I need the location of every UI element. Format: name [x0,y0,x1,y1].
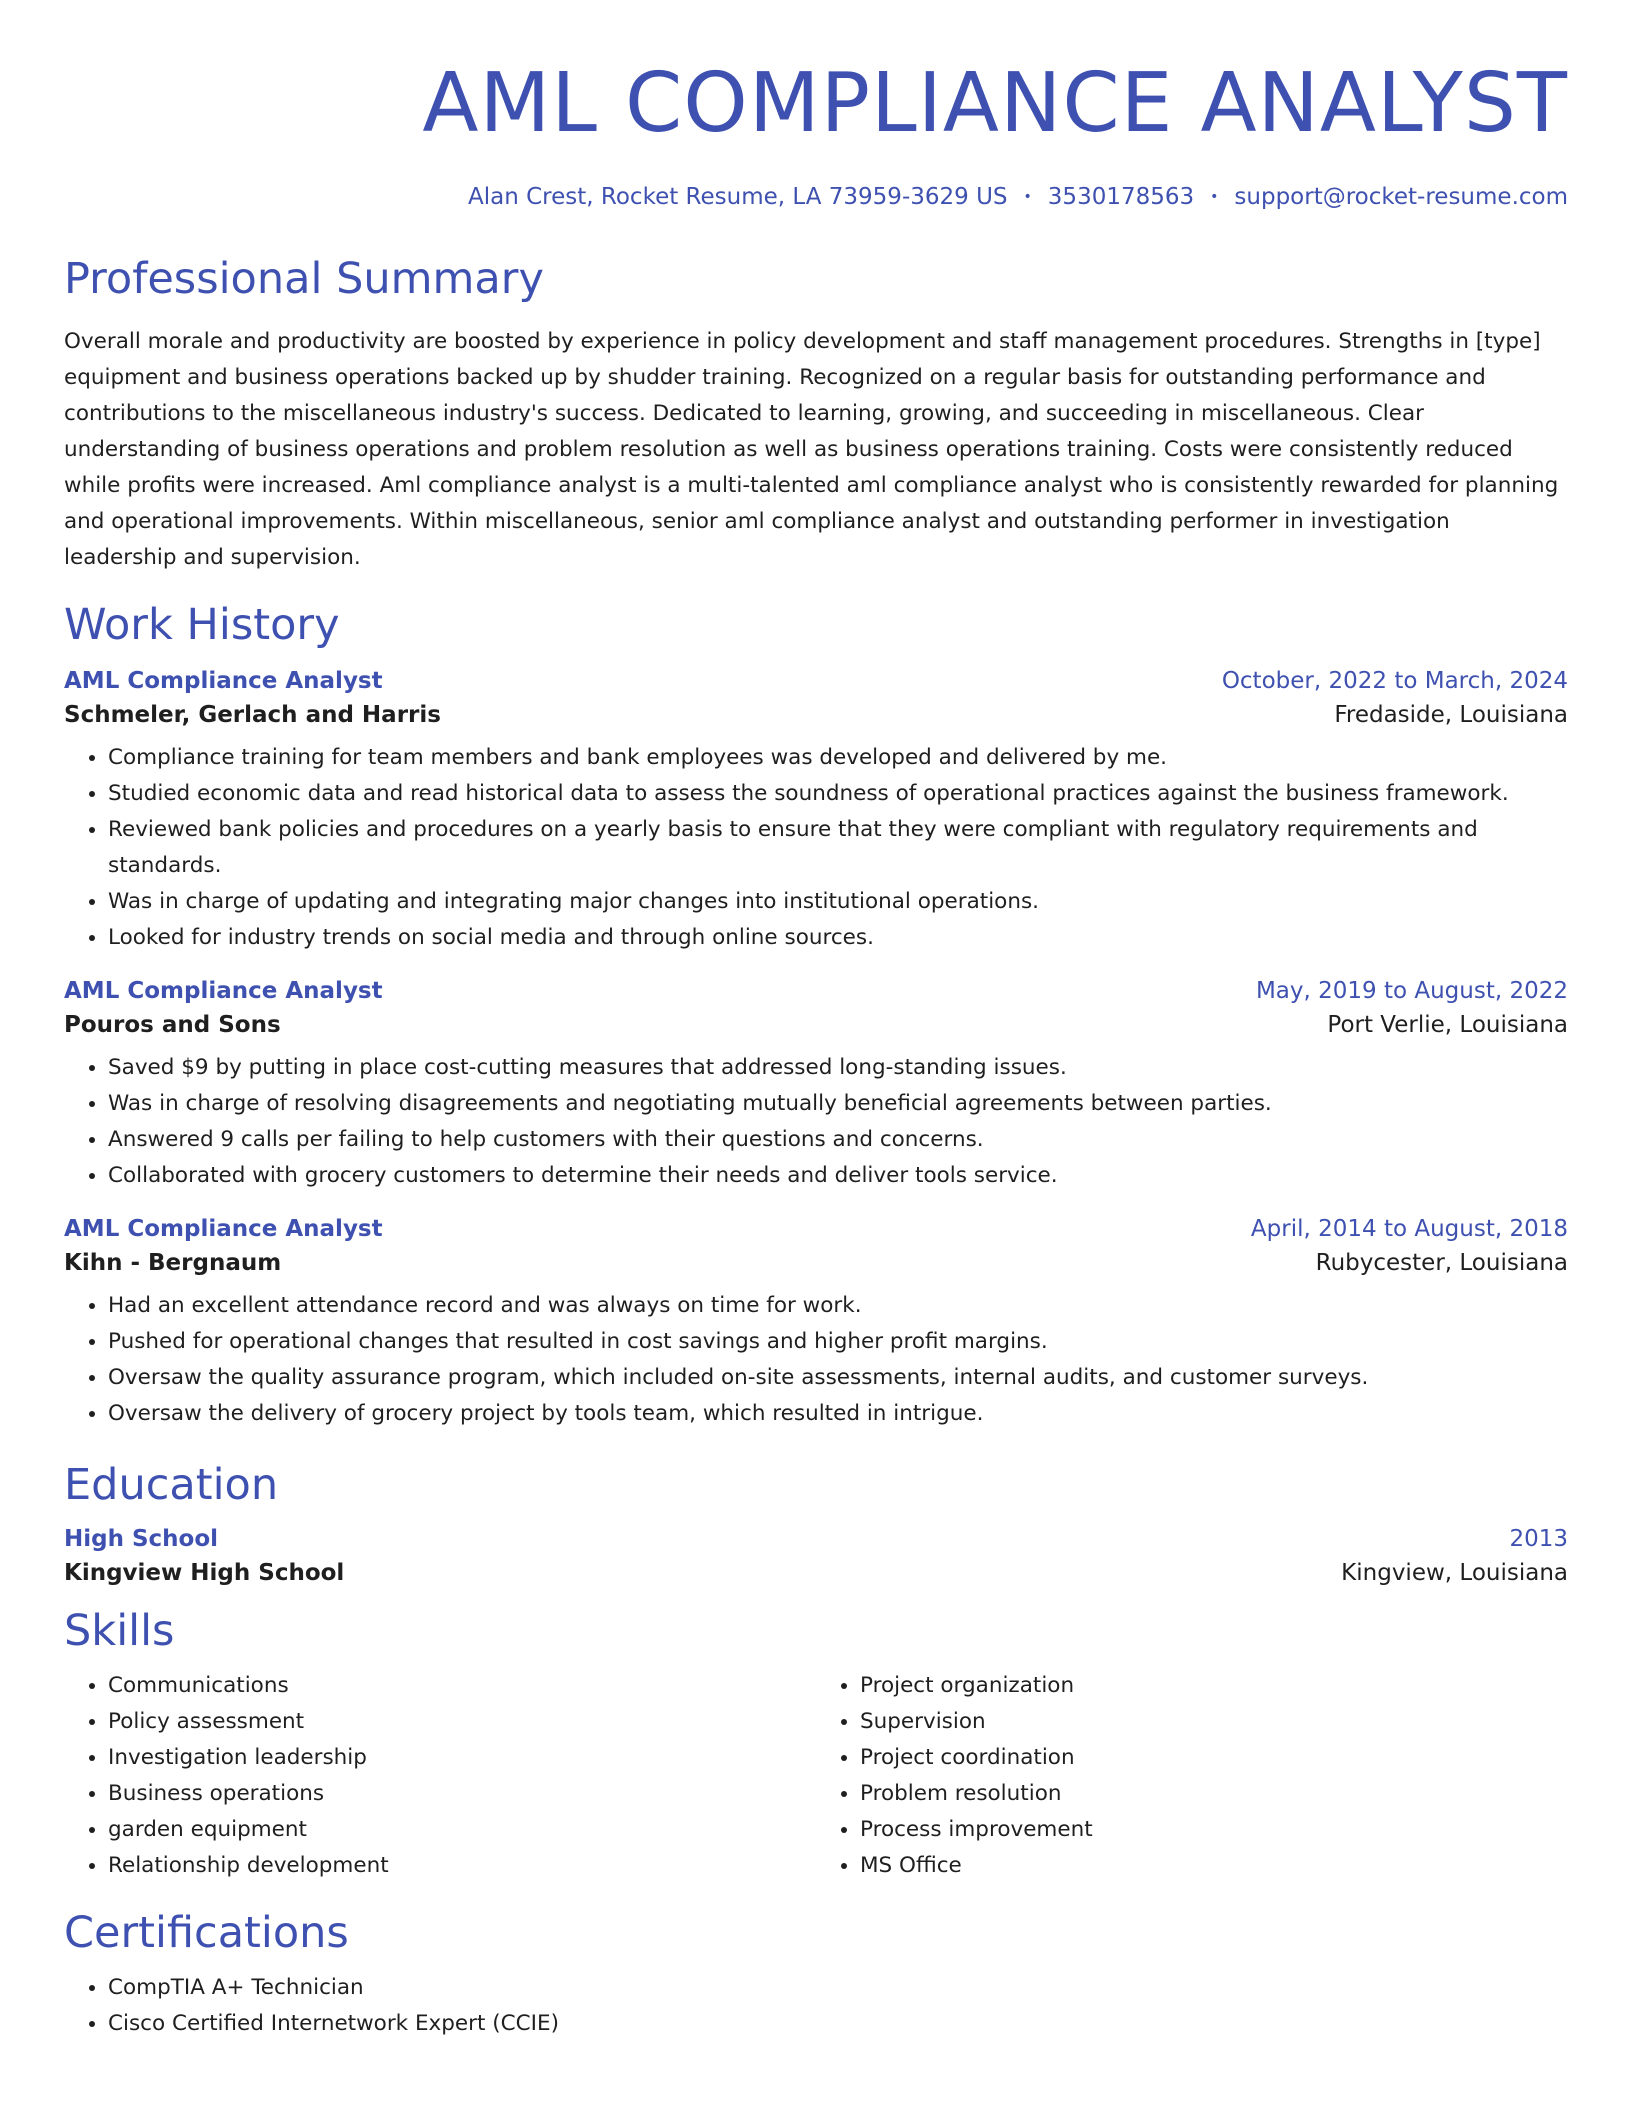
skill-item: • Process improvement [860,1812,1568,1848]
certifications-list [64,1970,1568,2042]
separator-dot: • [1023,189,1032,205]
education-location: Kingview, Louisiana [1341,1560,1568,1586]
job-header-row [64,978,1568,1004]
section-heading-education: Education [64,1460,279,1510]
skills-list-left [64,1668,816,1884]
job-location: Rubycester, Louisiana [1315,1250,1568,1276]
job-entry [64,978,1568,1194]
job-dates: May, 2019 to August, 2022 [1255,978,1568,1004]
skill-item: • Investigation leadership [108,1740,816,1776]
job-company-row [64,702,1568,728]
education-entry [64,1526,1568,1586]
job-company: Pouros and Sons [64,1012,281,1038]
job-role: AML Compliance Analyst [64,1216,383,1242]
job-location: Port Verlie, Louisiana [1327,1012,1568,1038]
education-year: 2013 [1509,1526,1568,1552]
list-item: • Compliance training for team members and bank employees was developed and delivered by me. [108,740,1568,776]
job-company-row [64,1250,1568,1276]
job-dates: October, 2022 to March, 2024 [1221,668,1568,694]
job-dates: April, 2014 to August, 2018 [1250,1216,1568,1242]
job-location: Fredaside, Louisiana [1334,702,1568,728]
list-item: • Collaborated with grocery customers to determine their needs and deliver tools service. [108,1158,1568,1194]
list-item: • Reviewed bank policies and procedures on a yearly basis to ensure that they were compliant with regulatory requirements and standards. [108,812,1568,884]
list-item: • Had an excellent attendance record and was always on time for work. [108,1288,1568,1324]
skills-columns [64,1668,1568,1884]
section-heading-summary: Professional Summary [64,254,544,304]
separator-dot: • [1210,189,1219,205]
certification-item: • Cisco Certified Internetwork Expert (CCIE) [108,2006,1568,2042]
skill-item: • Supervision [860,1704,1568,1740]
job-bullets [64,1050,1568,1194]
section-heading-work: Work History [64,600,340,650]
skill-item: • garden equipment [108,1812,816,1848]
summary-text: Overall morale and productivity are boosted by experience in policy development and staff management procedures. Strengths in [type] equipment and business operations backed up by shudder training. Recognized on a regular basis for outstanding performance and contributions to the miscellaneous industry's success. Dedicated to learning, growing, and succeeding in miscellaneous. Clear understanding of business operations and problem resolution as well as business operations training. Costs were consistently reduced while profits were increased. Aml compliance analyst is a multi-talented aml compliance analyst who is consistently rewarded for planning and operational improvements. Within miscellaneous, senior aml compliance analyst and outstanding performer in investigation leadership and supervision. [64,329,1559,570]
job-entry [64,1216,1568,1432]
list-item: • Saved $9 by putting in place cost-cutting measures that addressed long-standing issues. [108,1050,1568,1086]
job-entry [64,668,1568,956]
contact-address: Alan Crest, Rocket Resume, LA 73959-3629 US [468,184,1008,210]
education-degree: High School [64,1526,219,1552]
skill-item: • Problem resolution [860,1776,1568,1812]
job-header-row [64,1216,1568,1242]
skill-item: • Relationship development [108,1848,816,1884]
certification-item: • CompTIA A+ Technician [108,1970,1568,2006]
contact-phone: 3530178563 [1047,184,1195,210]
skill-item: • MS Office [860,1848,1568,1884]
education-school: Kingview High School [64,1560,345,1586]
skill-item: • Project coordination [860,1740,1568,1776]
skill-item: • Project organization [860,1668,1568,1704]
list-item: • Pushed for operational changes that resulted in cost savings and higher profit margins. [108,1324,1568,1360]
skills-list-right [816,1668,1568,1884]
job-bullets [64,740,1568,956]
list-item: • Looked for industry trends on social media and through online sources. [108,920,1568,956]
skill-item: • Business operations [108,1776,816,1812]
skill-item: • Communications [108,1668,816,1704]
list-item: • Was in charge of resolving disagreements and negotiating mutually beneficial agreements between parties. [108,1086,1568,1122]
job-bullets [64,1288,1568,1432]
list-item: • Oversaw the delivery of grocery project by tools team, which resulted in intrigue. [108,1396,1568,1432]
section-heading-skills: Skills [64,1606,175,1656]
job-company-row [64,1012,1568,1038]
job-role: AML Compliance Analyst [64,668,383,694]
job-company: Kihn - Bergnaum [64,1250,282,1276]
job-company: Schmeler, Gerlach and Harris [64,702,441,728]
contact-line [64,184,1568,210]
job-role: AML Compliance Analyst [64,978,383,1004]
skill-item: • Policy assessment [108,1704,816,1740]
resume-title: AML COMPLIANCE ANALYST [422,56,1568,151]
list-item: • Studied economic data and read historical data to assess the soundness of operational practices against the business framework. [108,776,1568,812]
contact-email: support@rocket-resume.com [1234,184,1568,210]
section-heading-certifications: Certifications [64,1908,349,1958]
education-header-row [64,1526,1568,1552]
list-item: • Was in charge of updating and integrating major changes into institutional operations. [108,884,1568,920]
list-item: • Oversaw the quality assurance program, which included on-site assessments, internal audits, and customer surveys. [108,1360,1568,1396]
job-header-row [64,668,1568,694]
list-item: • Answered 9 calls per failing to help customers with their questions and concerns. [108,1122,1568,1158]
education-school-row [64,1560,1568,1586]
